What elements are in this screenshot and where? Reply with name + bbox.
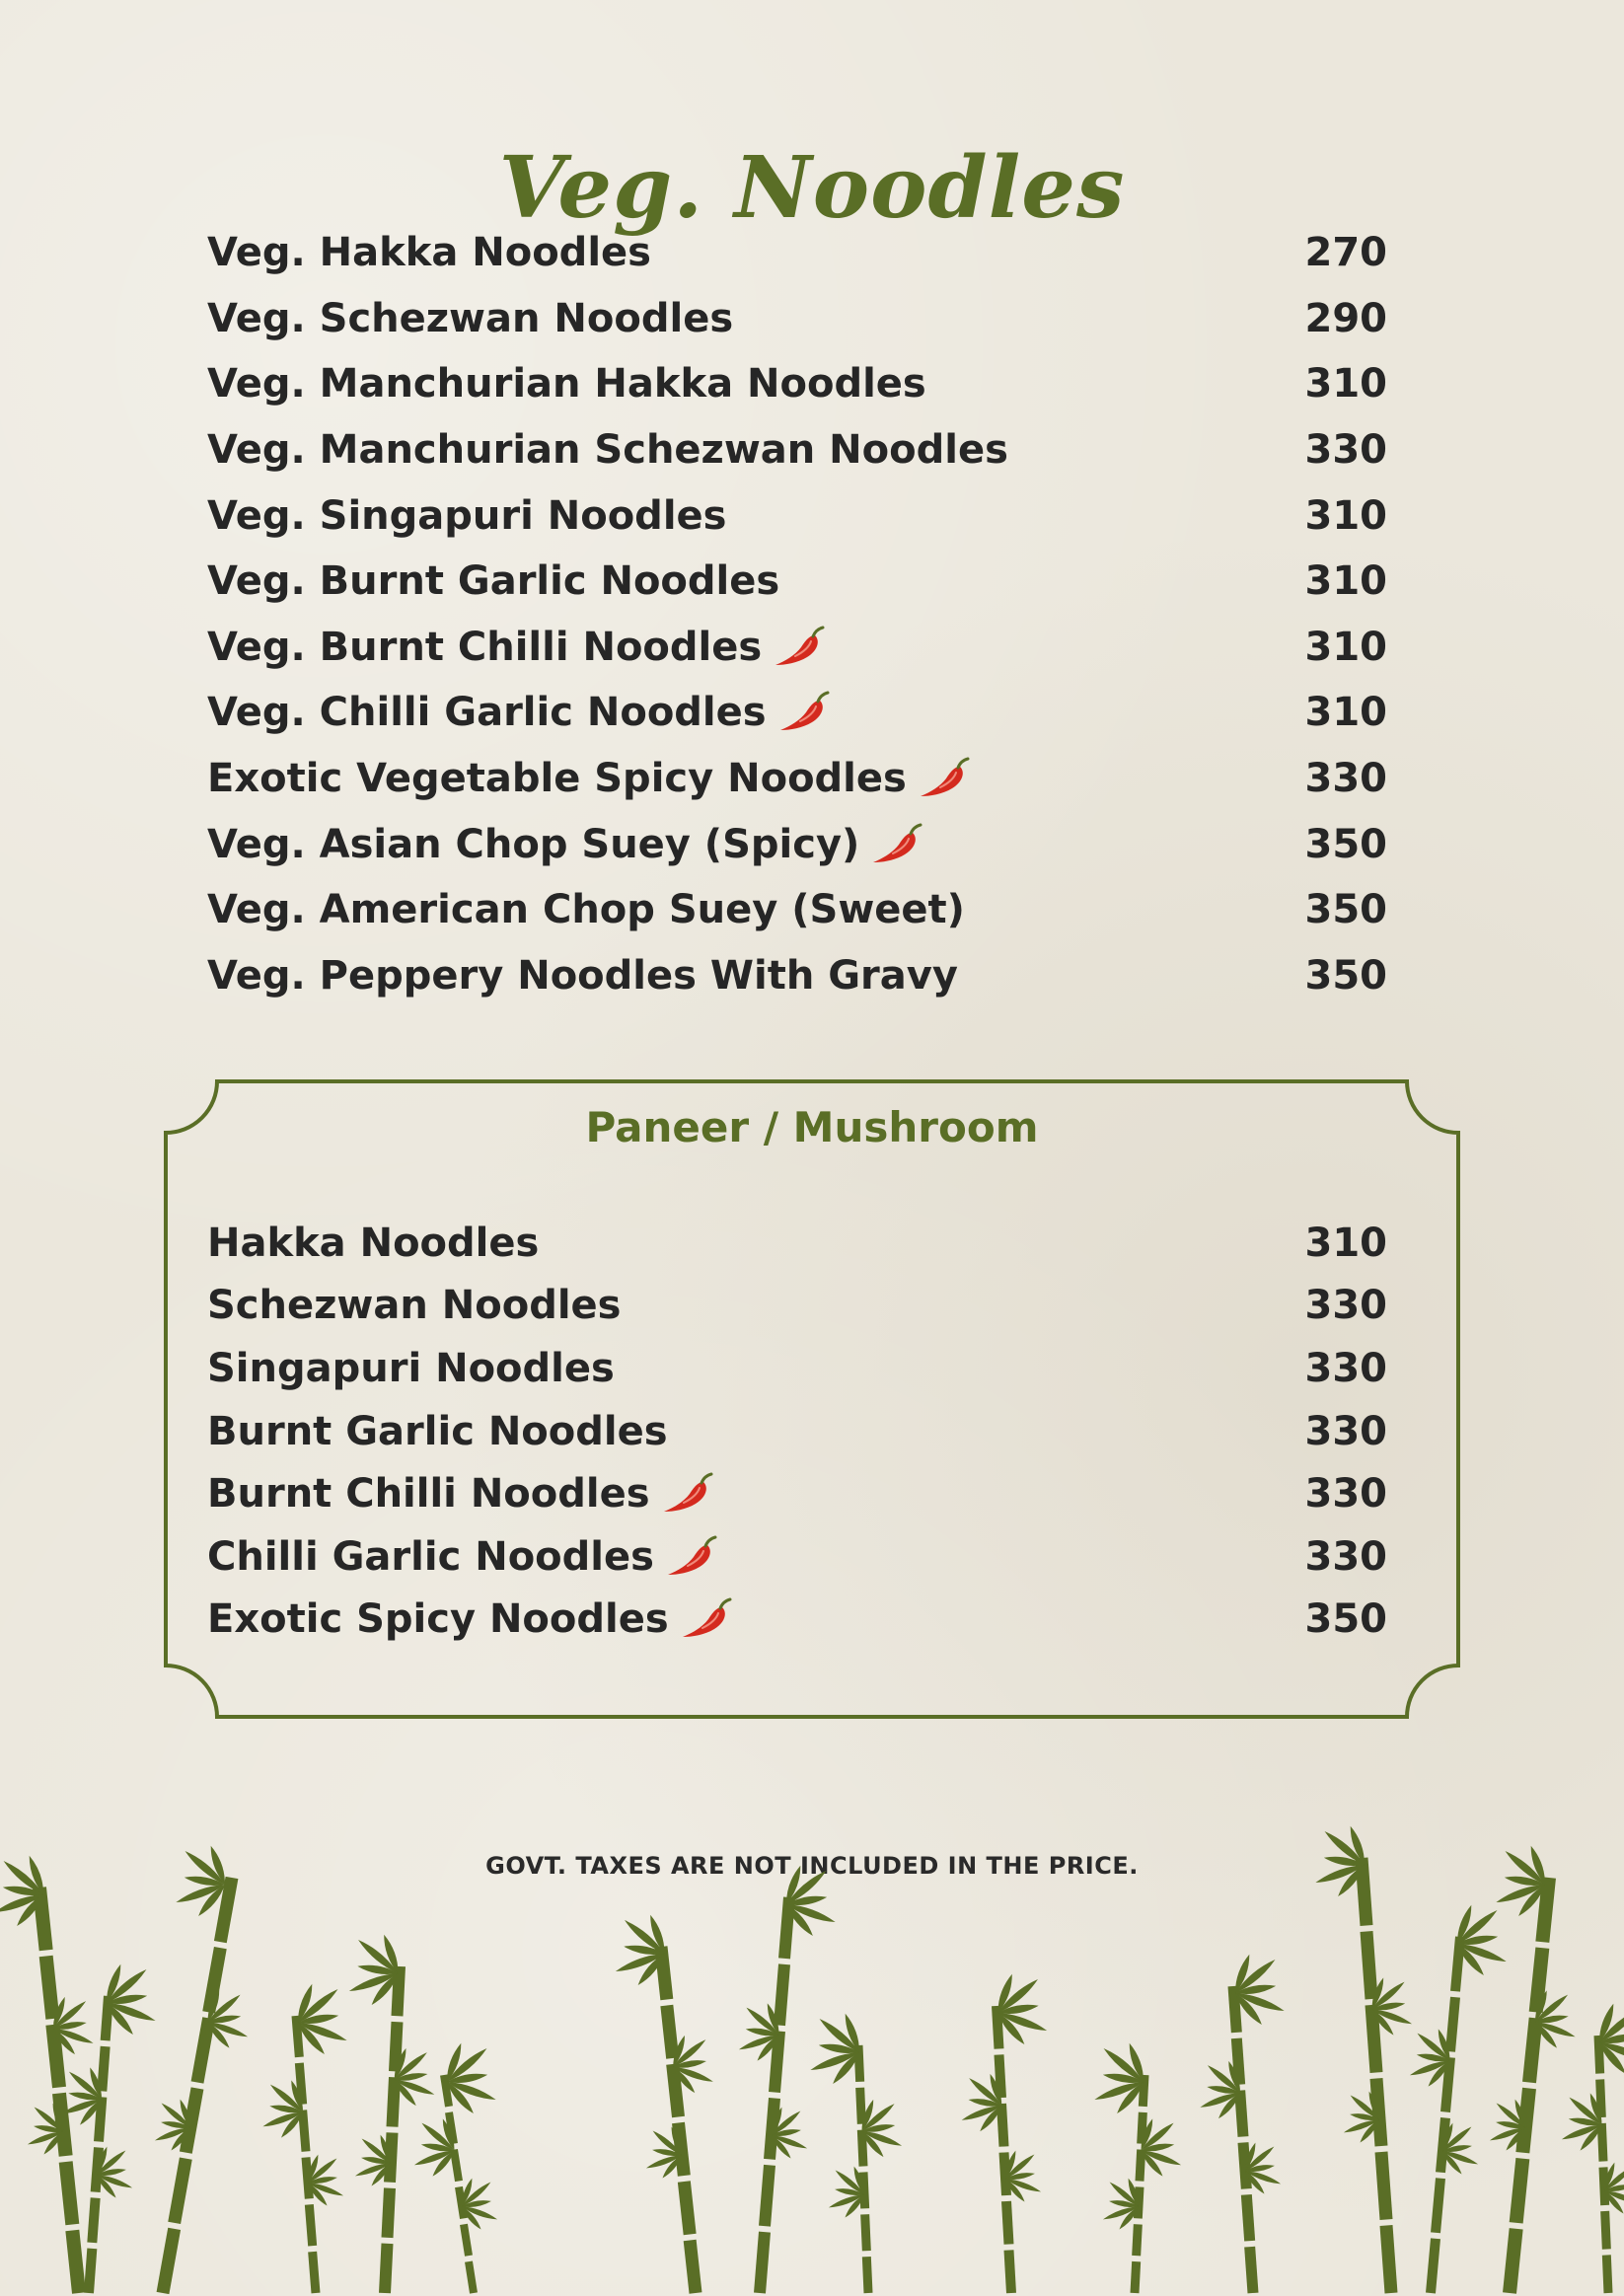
menu-item-price: 290 <box>1304 295 1387 341</box>
chilli-icon <box>664 1535 717 1579</box>
main-menu-list <box>207 220 1387 1008</box>
menu-item-name-wrap <box>207 361 926 407</box>
menu-item-price: 330 <box>1304 1345 1387 1391</box>
menu-item <box>207 1212 1387 1275</box>
menu-item-price: 310 <box>1304 492 1387 539</box>
menu-item-price: 350 <box>1304 1596 1387 1643</box>
section-heading: Paneer / Mushroom <box>585 1103 1039 1151</box>
menu-item-price: 350 <box>1304 821 1387 867</box>
menu-item <box>207 351 1387 417</box>
section-menu-list <box>207 1212 1387 1651</box>
menu-item-name-wrap <box>207 1346 615 1391</box>
menu-item <box>207 1525 1387 1589</box>
menu-item-name: Schezwan Noodles <box>207 1283 622 1329</box>
menu-item-name: Hakka Noodles <box>207 1220 540 1266</box>
menu-item-price: 330 <box>1304 1283 1387 1329</box>
chilli-icon <box>776 691 830 734</box>
tax-note: GOVT. TAXES ARE NOT INCLUDED IN THE PRICE. <box>485 1852 1139 1880</box>
chilli-icon <box>660 1472 713 1516</box>
menu-item-name-wrap <box>207 1471 713 1517</box>
menu-item-name: Veg. Manchurian Hakka Noodles <box>207 361 926 407</box>
menu-item-price: 330 <box>1304 1533 1387 1580</box>
menu-item-name: Veg. Manchurian Schezwan Noodles <box>207 427 1008 474</box>
menu-item <box>207 877 1387 943</box>
menu-item-name-wrap <box>207 493 726 539</box>
menu-item <box>207 746 1387 812</box>
menu-item-name-wrap <box>207 1409 668 1454</box>
menu-item-name-wrap <box>207 887 965 932</box>
menu-item-name-wrap <box>207 953 958 999</box>
menu-item-name: Veg. Burnt Garlic Noodles <box>207 558 780 605</box>
bamboo-illustration <box>0 1815 1624 2296</box>
menu-item-name-wrap <box>207 822 923 867</box>
menu-item-name: Veg. Schezwan Noodles <box>207 295 734 341</box>
menu-item <box>207 1400 1387 1463</box>
page-title: Veg. Noodles <box>498 137 1126 238</box>
menu-item-name-wrap <box>207 296 733 341</box>
menu-item <box>207 1589 1387 1652</box>
menu-item <box>207 1337 1387 1400</box>
menu-item <box>207 1462 1387 1525</box>
menu-item-name-wrap <box>207 1534 717 1580</box>
menu-item-price: 330 <box>1304 1471 1387 1518</box>
menu-item <box>207 482 1387 549</box>
menu-item <box>207 1275 1387 1338</box>
menu-item-name-wrap <box>207 230 651 275</box>
menu-item-price: 310 <box>1304 624 1387 670</box>
menu-item-name-wrap <box>207 1221 539 1266</box>
menu-item-name-wrap <box>207 427 1008 473</box>
menu-item <box>207 615 1387 681</box>
menu-item-name: Burnt Garlic Noodles <box>207 1408 668 1454</box>
menu-item <box>207 680 1387 746</box>
menu-item <box>207 417 1387 483</box>
menu-item-price: 350 <box>1304 952 1387 999</box>
menu-item-name: Veg. Singapuri Noodles <box>207 492 727 539</box>
menu-item <box>207 286 1387 352</box>
menu-item-name-wrap <box>207 1283 621 1328</box>
menu-item-name: Exotic Spicy Noodles <box>207 1596 669 1643</box>
menu-item-name-wrap <box>207 690 830 735</box>
menu-item-name-wrap <box>207 1596 732 1642</box>
menu-item-price: 270 <box>1304 230 1387 276</box>
menu-item-name: Veg. Asian Chop Suey (Spicy) <box>207 821 860 867</box>
chilli-icon <box>917 757 970 800</box>
chilli-icon <box>869 823 923 866</box>
menu-item-name: Veg. Peppery Noodles With Gravy <box>207 952 958 999</box>
chilli-icon <box>679 1597 732 1641</box>
chilli-icon <box>772 626 825 669</box>
menu-item-price: 310 <box>1304 1220 1387 1266</box>
menu-item-price: 350 <box>1304 887 1387 933</box>
menu-item <box>207 549 1387 615</box>
menu-item <box>207 811 1387 877</box>
menu-item-name: Veg. Chilli Garlic Noodles <box>207 690 767 736</box>
menu-item-price: 330 <box>1304 756 1387 802</box>
menu-item-price: 310 <box>1304 361 1387 407</box>
menu-item <box>207 220 1387 286</box>
menu-item-name: Singapuri Noodles <box>207 1345 615 1391</box>
menu-item-name: Burnt Chilli Noodles <box>207 1471 650 1518</box>
menu-item-name-wrap <box>207 625 825 670</box>
menu-item-name: Exotic Vegetable Spicy Noodles <box>207 756 907 802</box>
menu-item-price: 310 <box>1304 690 1387 736</box>
menu-item-price: 330 <box>1304 427 1387 474</box>
menu-item-name-wrap <box>207 558 779 604</box>
menu-item-name-wrap <box>207 756 970 801</box>
menu-item-name: Chilli Garlic Noodles <box>207 1533 654 1580</box>
menu-item <box>207 943 1387 1009</box>
menu-item-name: Veg. Burnt Chilli Noodles <box>207 624 763 670</box>
menu-item-name: Veg. Hakka Noodles <box>207 230 651 276</box>
menu-item-name: Veg. American Chop Suey (Sweet) <box>207 887 965 933</box>
menu-item-price: 330 <box>1304 1408 1387 1454</box>
menu-item-price: 310 <box>1304 558 1387 605</box>
